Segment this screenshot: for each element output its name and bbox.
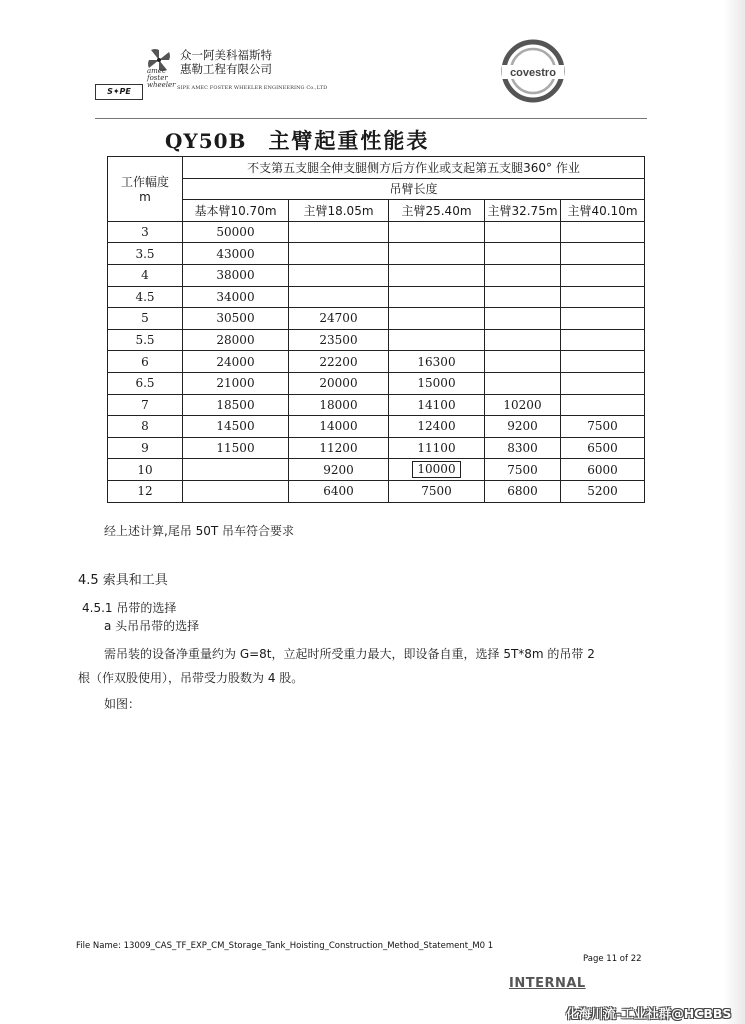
- document-header: [95, 38, 655, 118]
- load-cell: 34000: [183, 286, 289, 308]
- load-cell: [389, 459, 485, 481]
- boom-length-header: 吊臂长度: [183, 178, 645, 200]
- table-row: [108, 286, 645, 308]
- load-cell: 11200: [289, 437, 389, 459]
- load-cell: 8300: [485, 437, 561, 459]
- item-heading: a 头吊吊带的选择: [104, 619, 200, 633]
- load-cell: 43000: [183, 243, 289, 265]
- load-cell: 7500: [485, 459, 561, 481]
- load-cell: [289, 221, 389, 243]
- load-cell: 22200: [289, 351, 389, 373]
- working-radius-unit: m: [139, 190, 151, 205]
- condition-header: 不支第五支腿全伸支腿侧方后方作业或支起第五支腿360° 作业: [183, 157, 645, 179]
- load-cell: 11500: [183, 437, 289, 459]
- table-row: [108, 264, 645, 286]
- load-cell: [389, 308, 485, 330]
- load-cell: 30500: [183, 308, 289, 330]
- load-cell: [389, 329, 485, 351]
- load-cell: [485, 351, 561, 373]
- table-row: [108, 459, 645, 481]
- covestro-logo: [500, 38, 566, 104]
- radius-cell: 5.5: [108, 329, 183, 351]
- table-row: [108, 394, 645, 416]
- load-cell: 24000: [183, 351, 289, 373]
- load-cell: 6400: [289, 480, 389, 502]
- load-cell: 11100: [389, 437, 485, 459]
- page-edge-shadow: [723, 0, 745, 1024]
- load-cell: [561, 264, 645, 286]
- covestro-logo-text: covestro: [510, 67, 556, 79]
- load-cell: [389, 286, 485, 308]
- load-cell: 10200: [485, 394, 561, 416]
- load-cell: 15000: [389, 372, 485, 394]
- watermark-text: 化海川流-工业社群@HCBBS: [566, 1006, 732, 1021]
- load-cell: [485, 308, 561, 330]
- amec-logo-line2: foster: [147, 74, 168, 82]
- section-heading: 4.5 索具和工具: [78, 573, 168, 588]
- boom-column-header: 主臂25.40m: [389, 200, 485, 222]
- boom-column-header: 主臂40.10m: [561, 200, 645, 222]
- table-row: [108, 351, 645, 373]
- load-cell: [561, 308, 645, 330]
- load-cell: 5200: [561, 480, 645, 502]
- header-divider: [95, 118, 647, 119]
- radius-cell: 10: [108, 459, 183, 481]
- load-cell: [485, 264, 561, 286]
- paragraph-line1: 需吊装的设备净重量约为 G=8t，立起时所受重力最大，即设备自重，选择 5T*8m 的吊带 2: [104, 647, 595, 661]
- company-name-cn-line1: 众一阿美科福斯特: [180, 48, 272, 62]
- load-cell: [561, 286, 645, 308]
- figure-label: 如图：: [104, 697, 141, 711]
- load-cell: 18500: [183, 394, 289, 416]
- amec-logo-text: [147, 68, 176, 89]
- radius-cell: 4: [108, 264, 183, 286]
- table-row: [108, 243, 645, 265]
- radius-cell: 5: [108, 308, 183, 330]
- load-cell: 14100: [389, 394, 485, 416]
- conclusion-text: 经上述计算,尾吊 50T 吊车符合要求: [104, 524, 295, 538]
- working-radius-label: 工作幅度: [120, 175, 169, 190]
- company-name-cn: [180, 48, 272, 76]
- load-cell: 24700: [289, 308, 389, 330]
- sope-logo: S✦PE: [95, 84, 143, 100]
- load-cell: 6800: [485, 480, 561, 502]
- working-radius-header: [108, 157, 183, 222]
- load-cell: [561, 243, 645, 265]
- load-cell: 21000: [183, 372, 289, 394]
- classification-label: INTERNAL: [509, 976, 586, 991]
- boom-column-header: 主臂18.05m: [289, 200, 389, 222]
- load-cell: [485, 221, 561, 243]
- footer-file-name: File Name: 13009_CAS_TF_EXP_CM_Storage_Tank_Hoisting_Construction_Method_Statement_M0 1: [76, 941, 494, 951]
- load-cell: [389, 221, 485, 243]
- company-name-cn-line2: 惠勒工程有限公司: [180, 62, 272, 76]
- table-title: [165, 125, 429, 155]
- load-cell: 18000: [289, 394, 389, 416]
- load-cell: [389, 243, 485, 265]
- load-cell: 7500: [561, 416, 645, 438]
- radius-cell: 6: [108, 351, 183, 373]
- highlighted-load-value: 10000: [412, 461, 460, 478]
- load-cell: 20000: [289, 372, 389, 394]
- load-cell: [485, 372, 561, 394]
- load-cell: [183, 459, 289, 481]
- load-cell: [561, 394, 645, 416]
- load-cell: [561, 329, 645, 351]
- load-cell: 14000: [289, 416, 389, 438]
- table-row: [108, 372, 645, 394]
- table-row: [108, 437, 645, 459]
- paragraph-line2: 根（作双股使用），吊带受力股数为 4 股。: [78, 671, 304, 685]
- subsection-heading: 4.5.1 吊带的选择: [82, 601, 177, 615]
- load-cell: [289, 264, 389, 286]
- load-cell: 38000: [183, 264, 289, 286]
- boom-column-header: 主臂32.75m: [485, 200, 561, 222]
- table-row: [108, 221, 645, 243]
- table-row: [108, 416, 645, 438]
- load-cell: [183, 480, 289, 502]
- radius-cell: 6.5: [108, 372, 183, 394]
- load-cell: 6500: [561, 437, 645, 459]
- load-cell: [485, 286, 561, 308]
- load-cell: 50000: [183, 221, 289, 243]
- load-cell: [561, 351, 645, 373]
- radius-cell: 3.5: [108, 243, 183, 265]
- table-row: [108, 329, 645, 351]
- amec-logo-line3: wheeler: [147, 81, 176, 89]
- load-cell: 12400: [389, 416, 485, 438]
- table-title-cn: 主臂起重性能表: [268, 129, 430, 153]
- radius-cell: 4.5: [108, 286, 183, 308]
- amec-logo-line1: amec: [147, 67, 166, 75]
- boom-column-header: 基本臂10.70m: [183, 200, 289, 222]
- radius-cell: 3: [108, 221, 183, 243]
- company-name-en: SIPE AMEC FOSTER WHEELER ENGINEERING Co.,LTD: [177, 85, 328, 91]
- load-cell: 9200: [485, 416, 561, 438]
- load-cell: 9200: [289, 459, 389, 481]
- load-cell: [389, 264, 485, 286]
- load-chart-table: [107, 156, 645, 503]
- radius-cell: 8: [108, 416, 183, 438]
- load-cell: 7500: [389, 480, 485, 502]
- load-cell: [289, 286, 389, 308]
- footer-page-number: Page 11 of 22: [583, 954, 642, 964]
- table-row: [108, 308, 645, 330]
- load-cell: [289, 243, 389, 265]
- radius-cell: 7: [108, 394, 183, 416]
- table-scan-cutoff: [107, 509, 652, 519]
- radius-cell: 12: [108, 480, 183, 502]
- table-title-model: QY50B: [165, 129, 247, 153]
- load-cell: 28000: [183, 329, 289, 351]
- radius-cell: 9: [108, 437, 183, 459]
- load-cell: [485, 329, 561, 351]
- load-cell: 14500: [183, 416, 289, 438]
- load-cell: [561, 221, 645, 243]
- table-row: [108, 480, 645, 502]
- load-cell: 16300: [389, 351, 485, 373]
- load-cell: 6000: [561, 459, 645, 481]
- load-cell: 23500: [289, 329, 389, 351]
- load-cell: [561, 372, 645, 394]
- load-cell: [485, 243, 561, 265]
